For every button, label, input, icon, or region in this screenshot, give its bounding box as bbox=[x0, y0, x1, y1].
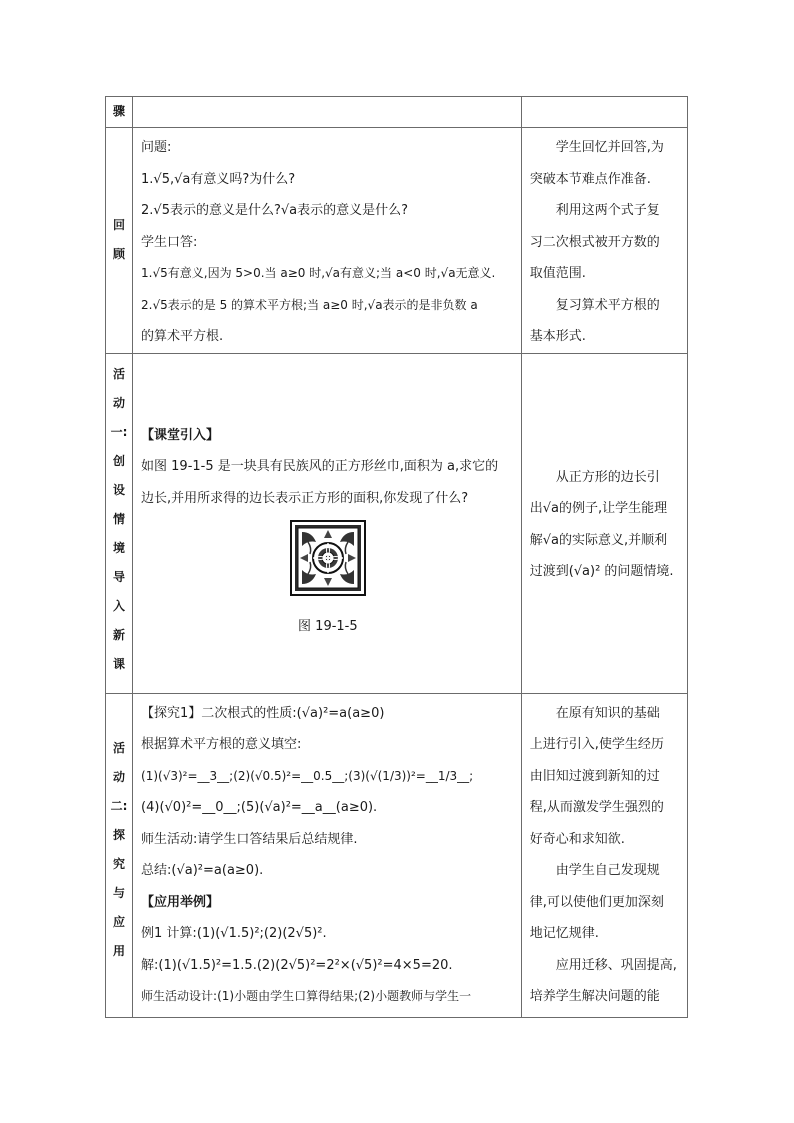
header-row bbox=[106, 97, 688, 128]
explore-line: 根据算术平方根的意义填空: bbox=[141, 737, 302, 752]
note-line: 上进行引入,使学生经历 bbox=[529, 737, 664, 752]
note-line: 复习算术平方根的 bbox=[555, 297, 660, 313]
fill-in-exercise: (4)(√0)²=__0__;(5)(√a)²=__a__(a≥0). bbox=[141, 800, 378, 815]
activity1-label-char: 一: bbox=[110, 424, 128, 439]
review-label-char: 顾 bbox=[113, 247, 126, 262]
activity2-label-char: 与 bbox=[113, 885, 126, 900]
note-line: 好奇心和求知欲. bbox=[529, 831, 625, 847]
review-line: 1.√5,√a有意义吗?为什么? bbox=[141, 171, 296, 187]
note-line: 解√a的实际意义,并顺利 bbox=[529, 532, 668, 548]
activity1-label-char: 动 bbox=[113, 395, 126, 410]
figure-caption: 图 19-1-5 bbox=[298, 618, 358, 634]
activity1-label-char: 活 bbox=[113, 366, 126, 381]
note-line: 利用这两个式子复 bbox=[555, 203, 660, 218]
activity2-row bbox=[106, 693, 688, 1017]
note-line: 律,可以使他们更加深刻 bbox=[529, 894, 664, 910]
activity2-label-char: 探 bbox=[113, 827, 126, 842]
activity1-label-char: 入 bbox=[113, 598, 126, 613]
solution-line: 解:(1)(√1.5)²=1.5.(2)(2√5)²=2²×(√5)²=4×5=20. bbox=[141, 957, 453, 973]
note-line: 程,从而激发学生强烈的 bbox=[529, 800, 664, 815]
note-line: 在原有知识的基础 bbox=[555, 705, 660, 721]
activity-design-line: 师生活动设计:(1)小题由学生口算得结果;(2)小题教师与学生一 bbox=[141, 989, 472, 1003]
intro-text: 边长,并用所求得的边长表示正方形的面积,你发现了什么? bbox=[141, 490, 469, 506]
activity1-content bbox=[133, 353, 522, 693]
activity1-label-char: 境 bbox=[113, 540, 126, 555]
review-row bbox=[106, 128, 688, 354]
review-label-char: 回 bbox=[113, 218, 126, 233]
review-line: 1.√5有意义,因为 5>0.当 a≥0 时,√a有意义;当 a<0 时,√a无意义. bbox=[141, 266, 496, 280]
note-line: 过渡到(√a)² 的问题情境. bbox=[529, 564, 674, 579]
explore-heading: 【探究1】二次根式的性质:(√a)²=a(a≥0) bbox=[141, 705, 385, 721]
activity1-label-char: 创 bbox=[113, 453, 126, 468]
review-line: 的算术平方根. bbox=[141, 329, 224, 344]
review-line: 问题: bbox=[141, 140, 172, 155]
note-line: 习二次根式被开方数的 bbox=[529, 234, 660, 250]
activity2-label-char: 二: bbox=[110, 798, 128, 813]
review-line: 学生口答: bbox=[141, 234, 198, 250]
note-line: 取值范围. bbox=[529, 266, 586, 281]
step-label: 骤 bbox=[113, 104, 126, 118]
note-line: 应用迁移、巩固提高, bbox=[555, 957, 677, 973]
application-heading: 【应用举例】 bbox=[141, 894, 220, 910]
review-line: 2.√5表示的意义是什么?√a表示的意义是什么? bbox=[141, 203, 409, 218]
note-line: 由学生自己发现规 bbox=[555, 863, 660, 878]
note-line: 由旧知过渡到新知的过 bbox=[529, 768, 660, 784]
activity2-label-char: 活 bbox=[113, 740, 126, 755]
note-line: 培养学生解决问题的能 bbox=[529, 989, 660, 1004]
note-line: 地记忆规律. bbox=[529, 926, 599, 941]
review-line: 2.√5表示的是 5 的算术平方根;当 a≥0 时,√a表示的是非负数 a bbox=[141, 297, 478, 312]
activity1-row bbox=[106, 353, 688, 693]
intro-text: 如图 19-1-5 是一块具有民族风的正方形丝巾,面积为 a,求它的 bbox=[141, 459, 499, 474]
lesson-plan-table bbox=[105, 96, 688, 1018]
activity1-label-char: 情 bbox=[113, 511, 126, 526]
intro-heading: 【课堂引入】 bbox=[141, 427, 220, 443]
activity1-label-char: 新 bbox=[113, 627, 126, 642]
review-content bbox=[133, 128, 522, 354]
activity1-label-char: 课 bbox=[113, 656, 126, 671]
note-line: 突破本节难点作准备. bbox=[529, 171, 651, 187]
explore-line: 师生活动:请学生口答结果后总结规律. bbox=[141, 831, 358, 847]
activity2-content bbox=[133, 693, 522, 1017]
fill-in-exercise: (1)(√3)²=__3__;(2)(√0.5)²=__0.5__;(3)(√(1/3))²=__1/3__; bbox=[141, 768, 474, 783]
step-label-cell bbox=[106, 97, 133, 128]
activity2-label-char: 用 bbox=[113, 943, 126, 958]
silk-scarf-pattern bbox=[290, 520, 366, 596]
note-line: 出√a的例子,让学生能理 bbox=[529, 501, 668, 516]
activity1-label-cell bbox=[106, 353, 133, 693]
note-line: 基本形式. bbox=[529, 329, 586, 344]
silk-scarf-figure bbox=[141, 520, 515, 637]
activity2-label-char: 究 bbox=[113, 856, 126, 871]
note-line: 从正方形的边长引 bbox=[555, 469, 660, 485]
activity1-label-char: 设 bbox=[113, 482, 126, 497]
note-line: 学生回忆并回答,为 bbox=[555, 140, 664, 155]
activity2-label-char: 动 bbox=[113, 769, 126, 784]
review-label-cell bbox=[106, 128, 133, 354]
header-main-cell bbox=[133, 97, 522, 128]
review-notes bbox=[521, 128, 687, 354]
activity1-label-char: 导 bbox=[113, 569, 126, 584]
header-note-cell bbox=[521, 97, 687, 128]
activity2-label-cell bbox=[106, 693, 133, 1017]
example-line: 例1 计算:(1)(√1.5)²;(2)(2√5)². bbox=[141, 926, 327, 941]
summary-line: 总结:(√a)²=a(a≥0). bbox=[141, 863, 264, 878]
activity2-label-char: 应 bbox=[113, 914, 126, 929]
activity1-notes bbox=[521, 353, 687, 693]
activity2-notes bbox=[521, 693, 687, 1017]
